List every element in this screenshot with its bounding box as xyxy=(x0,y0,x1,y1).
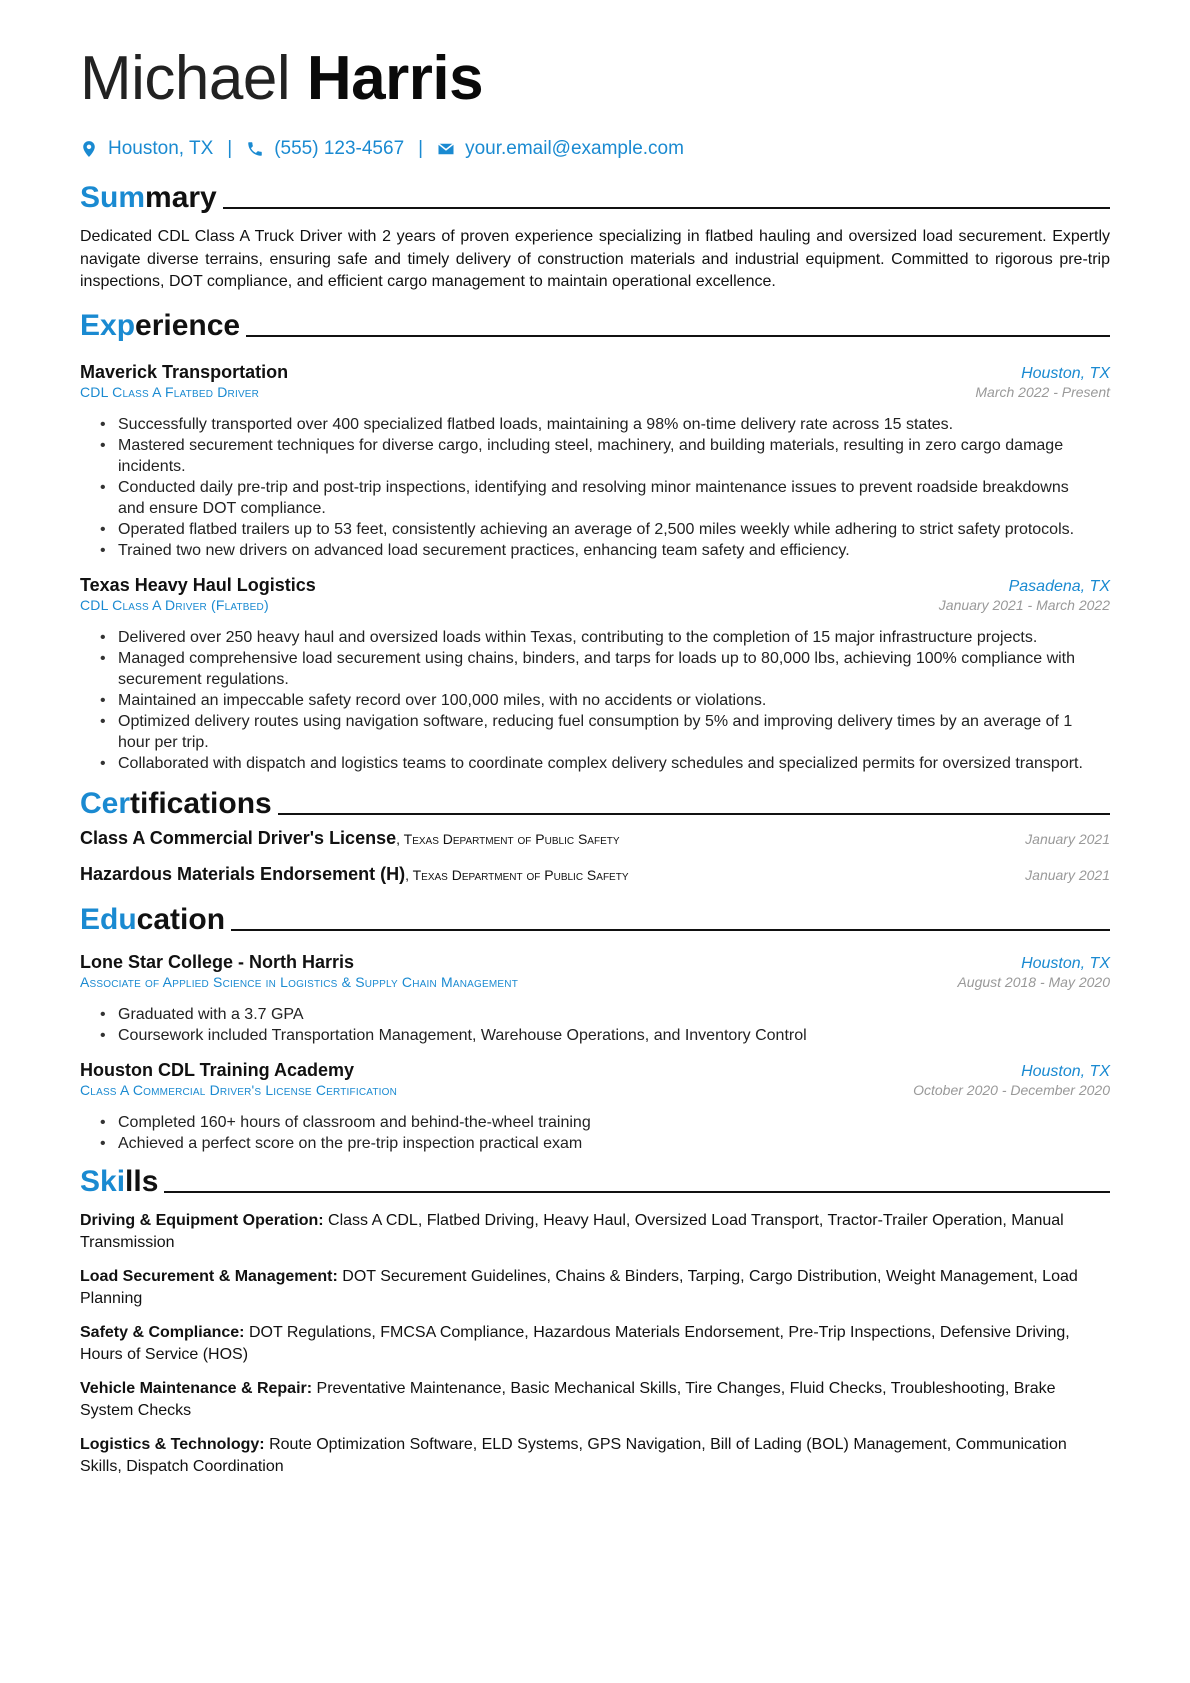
certification-name: Hazardous Materials Endorsement (H) xyxy=(80,863,406,884)
bullet-item: • Trained two new drivers on advanced load securement practices, enhancing team safety and efficiency. xyxy=(118,540,1110,561)
section-title-skills xyxy=(80,1164,1110,1200)
location-text: Houston, TX xyxy=(108,138,214,159)
contact-separator: | xyxy=(227,138,233,159)
contact-location xyxy=(80,138,213,160)
certification-item: Class A Commercial Driver's License, Texas Department of Public Safety January 2021 xyxy=(80,827,1110,848)
skill-items: Preventative Maintenance, Basic Mechanical Skills, Tire Changes, Fluid Checks, Troubleshooting, Brake System Checks xyxy=(80,1379,1056,1419)
skill-category: Logistics & Technology: xyxy=(80,1435,265,1453)
skill-items: Route Optimization Software, ELD Systems, GPS Navigation, Bill of Lading (BOL) Management, Communication Skills, Dispatch Coordination xyxy=(80,1435,1067,1475)
section-rule xyxy=(231,929,1110,931)
bullet-item: • Achieved a perfect score on the pre-trip inspection practical exam xyxy=(118,1133,1110,1154)
school-bullets xyxy=(80,1112,1110,1154)
section-title-accent: Ski xyxy=(80,1164,126,1198)
section-title-certifications xyxy=(80,786,1110,822)
envelope-icon xyxy=(437,140,455,158)
experience-entry xyxy=(80,573,1110,774)
section-rule xyxy=(164,1191,1110,1193)
skill-group xyxy=(80,1434,1110,1479)
section-rule xyxy=(246,335,1110,337)
certification-date: January 2021 xyxy=(1025,830,1110,847)
bullet-item: • Optimized delivery routes using navigation software, reducing fuel consumption by 5% and improving delivery times by an average of 1 hour per trip. xyxy=(118,711,1110,753)
company-name: Maverick Transportation xyxy=(80,361,289,382)
section-title-rest: erience xyxy=(135,308,241,342)
email-link[interactable]: your.email@example.com xyxy=(465,138,684,159)
bullet-item: • Delivered over 250 heavy haul and oversized loads within Texas, contributing to the completion of 15 major infrastructure projects. xyxy=(118,627,1110,648)
certification-name: Class A Commercial Driver's License xyxy=(80,827,397,848)
skill-category: Vehicle Maintenance & Repair: xyxy=(80,1379,313,1397)
job-location: Houston, TX xyxy=(1021,364,1110,382)
job-bullets xyxy=(80,627,1110,774)
certification-issuer: Texas Department of Public Safety xyxy=(412,866,629,883)
certification-date: January 2021 xyxy=(1025,866,1110,883)
section-title-accent: Cer xyxy=(80,786,131,820)
phone-icon xyxy=(246,140,264,158)
section-title-rest: tifications xyxy=(130,786,272,820)
degree-name: Associate of Applied Science in Logistics & Supply Chain Management xyxy=(80,973,519,990)
skills-list xyxy=(80,1210,1110,1479)
section-title-accent: Exp xyxy=(80,308,136,342)
contact-separator: | xyxy=(418,138,424,159)
skill-items: DOT Securement Guidelines, Chains & Binders, Tarping, Cargo Distribution, Weight Management, Load Planning xyxy=(80,1267,1078,1307)
job-location: Pasadena, TX xyxy=(1008,577,1110,595)
school-name: Houston CDL Training Academy xyxy=(80,1059,355,1080)
bullet-item: • Mastered securement techniques for diverse cargo, including steel, machinery, and building materials, resulting in zero cargo damage incidents. xyxy=(118,435,1110,477)
map-marker-icon xyxy=(80,140,98,158)
certification-issuer: Texas Department of Public Safety xyxy=(403,830,620,847)
skill-group xyxy=(80,1322,1110,1367)
contact-phone[interactable] xyxy=(246,138,404,160)
skill-category: Load Securement & Management: xyxy=(80,1267,338,1285)
school-location: Houston, TX xyxy=(1021,1062,1110,1080)
skill-group xyxy=(80,1266,1110,1311)
certification-item: Hazardous Materials Endorsement (H), Texas Department of Public Safety January 2021 xyxy=(80,863,1110,884)
skill-group xyxy=(80,1378,1110,1423)
education-entry xyxy=(80,950,1110,1046)
degree-name: Class A Commercial Driver's License Certification xyxy=(80,1081,398,1098)
skill-items: Class A CDL, Flatbed Driving, Heavy Haul, Oversized Load Transport, Tractor-Trailer Operation, Manual Transmission xyxy=(80,1211,1064,1251)
bullet-item: • Operated flatbed trailers up to 53 feet, consistently achieving an average of 2,500 miles weekly while adhering to strict safety protocols. xyxy=(118,519,1110,540)
phone-text[interactable]: (555) 123-4567 xyxy=(274,138,405,159)
bullet-item: • Managed comprehensive load securement using chains, binders, and tarps for loads up to 80,000 lbs, achieving 100% compliance with securement regulations. xyxy=(118,648,1110,690)
section-title-education xyxy=(80,902,1110,938)
section-title-rest: lls xyxy=(125,1164,159,1198)
candidate-name xyxy=(80,38,1110,120)
job-role: CDL Class A Driver (Flatbed) xyxy=(80,596,269,613)
section-title-accent: Sum xyxy=(80,181,146,214)
contact-bar xyxy=(80,134,1110,164)
skill-group xyxy=(80,1210,1110,1255)
education-entry xyxy=(80,1058,1110,1154)
bullet-item: • Maintained an impeccable safety record over 100,000 miles, with no accidents or violations. xyxy=(118,690,1110,711)
school-dates: August 2018 - May 2020 xyxy=(957,973,1110,990)
section-title-accent: Edu xyxy=(80,902,137,936)
job-dates: March 2022 - Present xyxy=(975,383,1110,400)
bullet-item: • Conducted daily pre-trip and post-trip inspections, identifying and resolving minor maintenance issues to prevent roadside breakdowns and ensure DOT compliance. xyxy=(118,477,1110,519)
school-location: Houston, TX xyxy=(1021,954,1110,972)
bullet-item: • Collaborated with dispatch and logistics teams to coordinate complex delivery schedules and specialized permits for oversized transport. xyxy=(118,753,1110,774)
skill-items: DOT Regulations, FMCSA Compliance, Hazardous Materials Endorsement, Pre-Trip Inspections, Defensive Driving, Hours of Service (HOS) xyxy=(80,1323,1070,1363)
summary-text: Dedicated CDL Class A Truck Driver with 2 years of proven experience specializing in flatbed hauling and oversized load securement. Expertly navigate diverse terrains, ensuring safe and timely delivery of construction materials and industrial equipment. Committed to rigorous pre-trip inspections, DOT compliance, and efficient cargo management to maintain operational excellence. xyxy=(80,228,1110,290)
section-title-experience xyxy=(80,308,1110,344)
job-bullets xyxy=(80,414,1110,561)
last-name: Harris xyxy=(306,44,484,113)
bullet-item: • Completed 160+ hours of classroom and behind-the-wheel training xyxy=(118,1112,1110,1133)
section-rule xyxy=(223,207,1110,209)
certification-list xyxy=(80,828,1110,900)
first-name: Michael xyxy=(80,44,291,113)
section-rule xyxy=(278,813,1110,815)
company-name: Texas Heavy Haul Logistics xyxy=(80,574,316,595)
section-title-summary xyxy=(80,180,1110,216)
bullet-item: • Coursework included Transportation Management, Warehouse Operations, and Inventory Control xyxy=(118,1025,1110,1046)
school-name: Lone Star College - North Harris xyxy=(80,951,355,972)
contact-email[interactable] xyxy=(437,138,684,160)
job-role: CDL Class A Flatbed Driver xyxy=(80,383,260,400)
school-bullets xyxy=(80,1004,1110,1046)
section-title-rest: mary xyxy=(145,181,217,214)
skill-category: Driving & Equipment Operation: xyxy=(80,1211,324,1229)
bullet-item: • Graduated with a 3.7 GPA xyxy=(118,1004,1110,1025)
experience-entry xyxy=(80,360,1110,561)
section-title-rest: cation xyxy=(136,902,226,936)
bullet-item: • Successfully transported over 400 specialized flatbed loads, maintaining a 98% on-time delivery rate across 15 states. xyxy=(118,414,1110,435)
job-dates: January 2021 - March 2022 xyxy=(938,596,1110,613)
skill-category: Safety & Compliance: xyxy=(80,1323,245,1341)
school-dates: October 2020 - December 2020 xyxy=(913,1081,1110,1098)
